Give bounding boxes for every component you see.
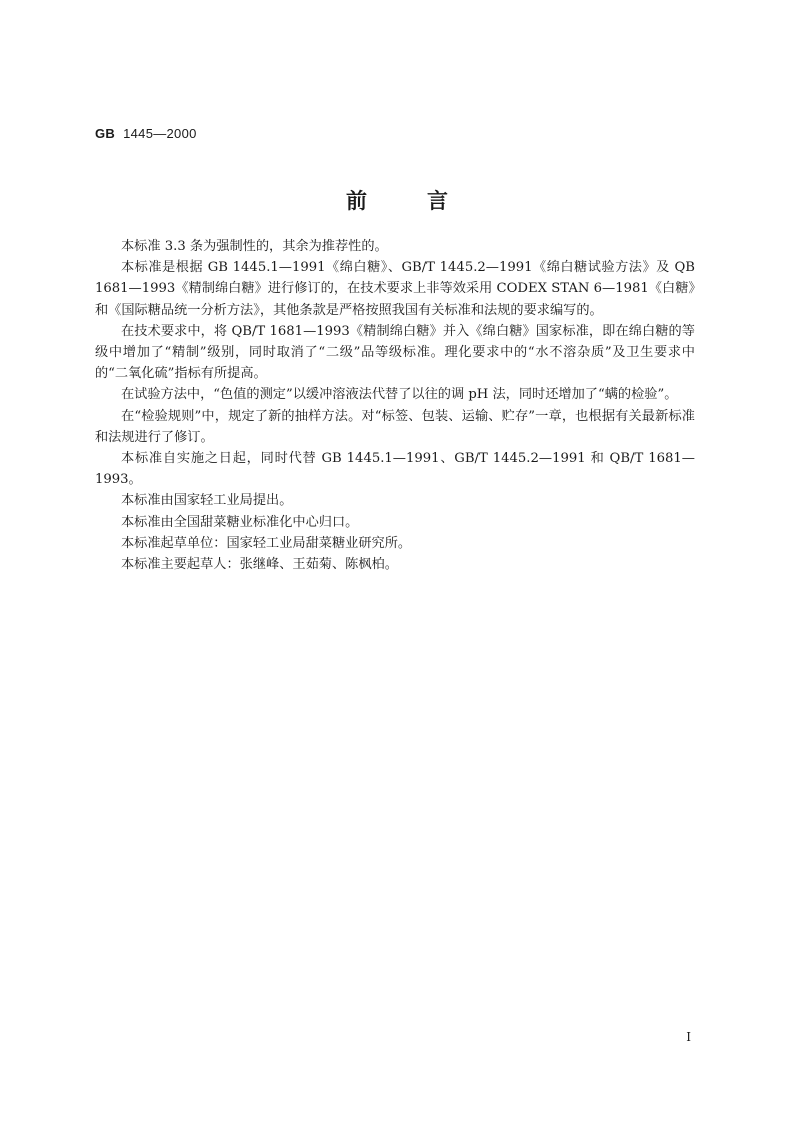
paragraph-drafters: 本标准主要起草人：张继峰、王茹菊、陈枫柏。 xyxy=(121,557,398,573)
paragraph-replacement: 本标准自实施之日起，同时代替 GB 1445.1—1991、GB/T 1445.2—1991 和 QB/T 1681—1993。 xyxy=(95,451,695,488)
paragraph-scope: 本标准 3.3 条为强制性的，其余为推荐性的。 xyxy=(121,239,388,254)
standard-number: 1445—2000 xyxy=(123,126,197,141)
page-number: I xyxy=(686,1030,691,1044)
foreword-body xyxy=(95,236,695,575)
standard-code: GB xyxy=(95,126,116,141)
paragraph-technical-requirements: 在技术要求中，将 QB/T 1681—1993《精制绵白糖》并入《绵白糖》国家标准，即在绵白糖的等级中增加了“精制”级别，同时取消了“二级”品等级标准。理化要求中的“水不溶杂质”及卫生要求中的“二氧化硫”指标有所提高。 xyxy=(95,323,695,382)
paragraph-proposer: 本标准由国家轻工业局提出。 xyxy=(121,493,293,509)
section-title: 前言 xyxy=(346,188,508,213)
paragraph-basis: 本标准是根据 GB 1445.1—1991《绵白糖》、GB/T 1445.2—1991《绵白糖试验方法》及 QB 1681—1993《精制绵白糖》进行修订的，在技术要求上非等效采用 CODEX STAN 6—1981《白糖》和《国际糖品统一分析方法》，其他条款是严格按照我国有关标准和法规的要求编写的。 xyxy=(95,260,695,318)
paragraph-test-methods: 在试验方法中，“色值的测定”以缓冲溶液法代替了以往的调 pH 法，同时还增加了“螨的检验”。 xyxy=(121,387,678,403)
paragraph-inspection-rules: 在“检验规则”中，规定了新的抽样方法。对“标签、包装、运输、贮存”一章，也根据有关最新标准和法规进行了修订。 xyxy=(95,408,695,445)
document-header xyxy=(95,126,197,141)
paragraph-centralized: 本标准由全国甜菜糖业标准化中心归口。 xyxy=(121,514,359,530)
paragraph-drafting-unit: 本标准起草单位：国家轻工业局甜菜糖业研究所。 xyxy=(121,535,412,551)
